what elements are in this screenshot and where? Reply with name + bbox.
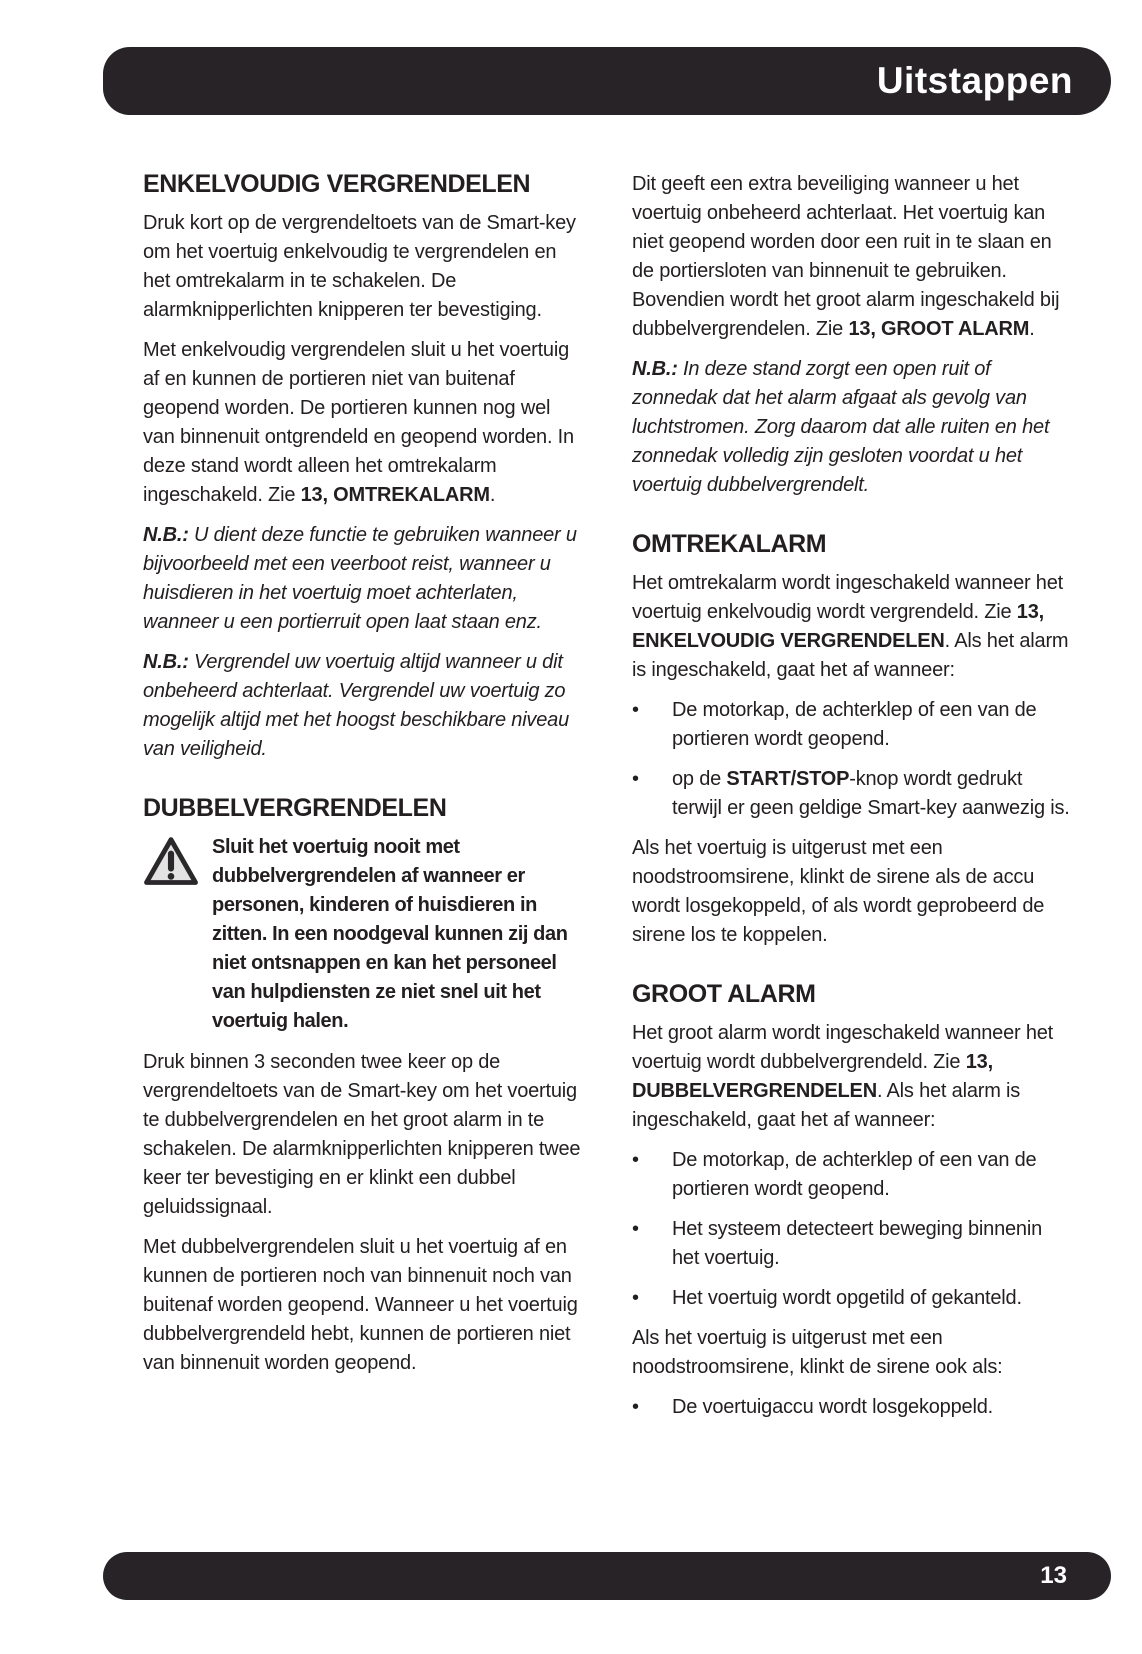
bullet-text [672,696,1074,754]
text-segment: De motorkap, de achterklep of een van de portieren wordt geopend. [672,699,1037,750]
text-segment: Het groot alarm wordt ingeschakeld wanneer het voertuig wordt dubbelvergrendeld. Zie [632,1022,1054,1073]
page-number: 13 [1040,1562,1067,1589]
bullet-marker: • [632,1218,640,1240]
bullet-text [672,1393,1074,1422]
paragraph [632,1324,1074,1382]
bullet-item [632,1393,1074,1422]
paragraph [143,1048,585,1222]
note-paragraph [143,521,585,637]
bullet-marker: • [632,1287,640,1309]
text-segment: In deze stand zorgt een open ruit of zonnedak dat het alarm afgaat als gevolg van luchtstromen. Zorg daarom dat alle ruiten en het zonnedak volledig zijn gesloten voordat u het voertuig dubbelvergrendelt. [632,358,1050,496]
text-segment: De voertuigaccu wordt losgekoppeld. [672,1396,993,1418]
text-segment: Met enkelvoudig vergrendelen sluit u het voertuig af en kunnen de portieren niet van buitenaf geopend worden. De portieren kunnen nog wel van binnenuit ontgrendeld en geopend worden. In deze stand wordt alleen het omtrekalarm ingeschakeld. Zie [143,339,574,506]
text-segment: 13, OMTREKALARM [300,484,490,506]
section-heading: GROOT ALARM [632,980,816,1008]
bullet-marker: • [632,768,640,790]
paragraph [632,1019,1074,1135]
right-column [632,170,1074,1433]
warning-text [212,833,585,1036]
bullet-item [632,765,1074,823]
text-segment: 13, GROOT ALARM [848,318,1030,340]
paragraph [143,336,585,510]
text-segment: Als het voertuig is uitgerust met een noodstroomsirene, klinkt de sirene ook als: [632,1327,1003,1378]
bullet-marker: • [632,1396,640,1418]
paragraph [632,834,1074,950]
bullet-item [632,1215,1074,1273]
text-segment: N.B.: [143,524,189,546]
text-segment: Het systeem detecteert beweging binnenin het voertuig. [672,1218,1043,1269]
page-footer-bar [103,1552,1111,1600]
text-segment: Met dubbelvergrendelen sluit u het voertuig af en kunnen de portieren noch van binnenuit noch van buitenaf worden geopend. Wanneer u het voertuig dubbelvergrendeld hebt, kunnen de portieren niet van binnenuit worden geopend. [143,1236,578,1374]
bullet-item [632,696,1074,754]
text-segment: . Als het alarm is ingeschakeld, gaat het af wanneer: [632,630,1069,681]
bullet-text [672,1146,1074,1204]
text-segment: . [489,484,496,506]
left-column [143,170,585,1389]
warning-block [143,833,585,1036]
paragraph [143,209,585,325]
text-segment: Als het voertuig is uitgerust met een noodstroomsirene, klinkt de sirene als de accu wordt losgekoppeld, of als wordt geprobeerd de sirene los te koppelen. [632,837,1045,946]
text-segment: N.B.: [143,651,189,673]
paragraph [143,1233,585,1378]
bullet-marker: • [632,699,640,721]
text-segment: Het voertuig wordt opgetild of gekanteld. [672,1287,1022,1309]
text-segment: START/STOP [726,768,850,790]
section-heading: OMTREKALARM [632,530,827,558]
text-segment: Het omtrekalarm wordt ingeschakeld wanneer het voertuig enkelvoudig wordt vergrendeld. Zie [632,572,1064,623]
text-segment: Druk kort op de vergrendeltoets van de Smart-key om het voertuig enkelvoudig te vergrendelen en het omtrekalarm in te schakelen. De alarmknipperlichten knipperen ter bevestiging. [143,212,576,321]
note-paragraph [143,648,585,764]
paragraph [632,170,1074,344]
text-segment: 13, ENKELVOUDIG VERGRENDELEN [632,601,1044,652]
bullet-text [672,1215,1074,1273]
bullet-text [672,1284,1074,1313]
text-segment: Dit geeft een extra beveiliging wanneer u het voertuig onbeheerd achterlaat. Het voertuig kan niet geopend worden door een ruit in te slaan en de portiersloten van binnenuit te gebruiken. Bovendien wordt het groot alarm ingeschakeld bij dubbelvergrendelen. Zie [632,173,1060,340]
bullet-marker: • [632,1149,640,1171]
page-title: Uitstappen [876,60,1073,101]
text-segment: N.B.: [632,358,678,380]
text-segment: U dient deze functie te gebruiken wanneer u bijvoorbeeld met een veerboot reist, wanneer u huisdieren in het voertuig moet achterlaten, wanneer u een portierruit open laat staan enz. [143,524,577,633]
text-segment: Vergrendel uw voertuig altijd wanneer u dit onbeheerd achterlaat. Vergrendel uw voertuig zo mogelijk altijd met het hoogst beschikbare niveau van veiligheid. [143,651,570,760]
text-segment: De motorkap, de achterklep of een van de portieren wordt geopend. [672,1149,1037,1200]
paragraph [632,569,1074,685]
page-header-bar [103,47,1111,115]
text-segment: 13, DUBBELVERGRENDELEN [632,1051,993,1102]
text-segment: op de [672,768,727,790]
section-heading: DUBBELVERGRENDELEN [143,794,447,822]
bullet-item [632,1146,1074,1204]
bullet-item [632,1284,1074,1313]
warning-triangle-icon [143,833,212,887]
section-heading: ENKELVOUDIG VERGRENDELEN [143,170,531,198]
text-segment: . [1029,318,1035,340]
text-segment: Sluit het voertuig nooit met dubbelvergrendelen af wanneer er personen, kinderen of huisdieren in zitten. In een noodgeval kunnen zij dan niet ontsnappen en kan het personeel van hulpdiensten ze niet snel uit het voertuig halen. [212,836,568,1032]
text-segment: -knop wordt gedrukt terwijl er geen geldige Smart-key aanwezig is. [672,768,1070,819]
note-paragraph [632,355,1074,500]
text-segment: . Als het alarm is ingeschakeld, gaat het af wanneer: [632,1080,1021,1131]
bullet-text [672,765,1074,823]
text-segment: Druk binnen 3 seconden twee keer op de vergrendeltoets van de Smart-key om het voertuig te dubbelvergrendelen en het groot alarm in te schakelen. De alarmknipperlichten knipperen twee keer ter bevestiging en er klinkt een dubbel geluidssignaal. [143,1051,581,1218]
